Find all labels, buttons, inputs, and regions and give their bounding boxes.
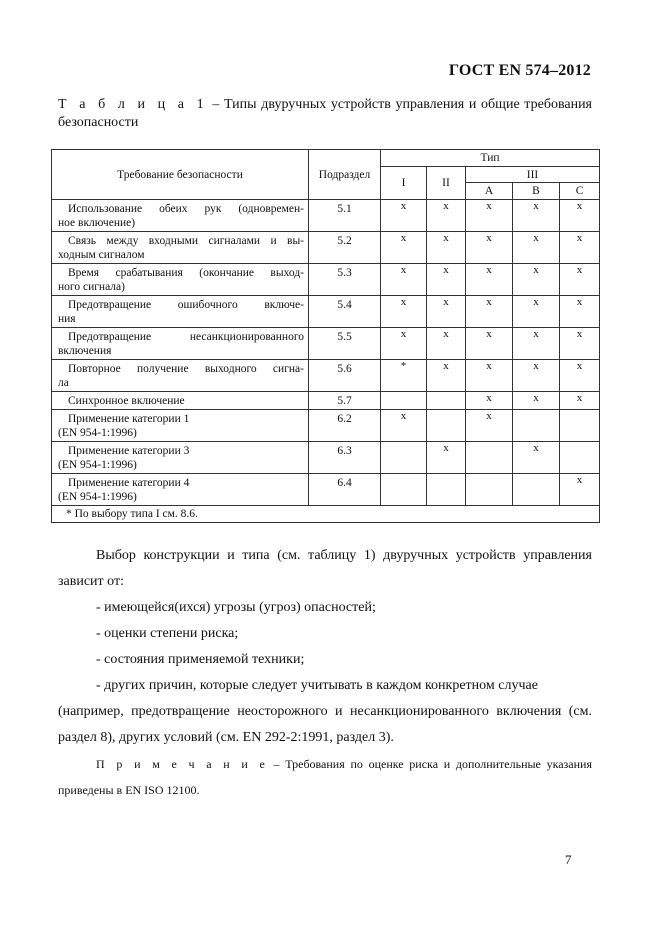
subsection-cell: 6.2 (309, 410, 381, 442)
mark-II: x (427, 200, 466, 232)
mark-II: x (427, 360, 466, 392)
mark-II: x (427, 232, 466, 264)
requirement-cell (52, 264, 309, 296)
mark-II: x (427, 442, 466, 474)
header-requirement: Требование безопасности (52, 150, 309, 200)
requirement-line1: Использование обеих рук (одновремен- (68, 203, 304, 215)
note (58, 751, 592, 803)
mark-I: * (381, 360, 427, 392)
mark-IIIC: x (560, 200, 600, 232)
table-row (52, 360, 600, 392)
header-type-III: III (466, 167, 600, 183)
mark-IIIC (560, 442, 600, 474)
subsection-cell: 5.2 (309, 232, 381, 264)
requirement-line1: Синхронное включение (68, 395, 185, 407)
list-item: - оценки степени риска; (96, 626, 239, 641)
requirement-line1: Предотвращение несанкционированного (68, 331, 304, 343)
mark-I (381, 392, 427, 410)
subsection-cell: 5.5 (309, 328, 381, 360)
mark-IIIB: x (513, 296, 560, 328)
requirement-line2: ла (58, 377, 69, 389)
header-type-II: II (427, 167, 466, 200)
mark-IIIC: x (560, 296, 600, 328)
requirement-line2: (EN 954-1:1996) (58, 491, 137, 503)
mark-IIIA: x (466, 264, 513, 296)
table-caption-label: Т а б л и ц а 1 (58, 97, 208, 112)
mark-IIIB: x (513, 200, 560, 232)
mark-I: x (381, 410, 427, 442)
mark-IIIC: x (560, 474, 600, 506)
mark-IIIB: x (513, 442, 560, 474)
requirement-line2: ного сигнала) (58, 281, 125, 293)
mark-IIIA: x (466, 328, 513, 360)
mark-IIIC: x (560, 360, 600, 392)
mark-IIIB (513, 474, 560, 506)
table-row (52, 328, 600, 360)
mark-IIIB: x (513, 392, 560, 410)
requirement-line2: включения (58, 345, 112, 357)
mark-IIIA (466, 442, 513, 474)
table-row (52, 410, 600, 442)
subsection-cell: 5.3 (309, 264, 381, 296)
mark-IIIA: x (466, 232, 513, 264)
intro-paragraph: Выбор конструкции и типа (см. таблицу 1) двуручных устройств управления зависит от: (58, 548, 592, 589)
requirements-table (51, 149, 600, 523)
mark-I: x (381, 328, 427, 360)
mark-I: x (381, 264, 427, 296)
mark-II: x (427, 296, 466, 328)
requirement-line2: (EN 954-1:1996) (58, 459, 137, 471)
table-footnote: * По выбору типа I см. 8.6. (52, 506, 600, 523)
requirement-cell (52, 360, 309, 392)
requirement-line1: Применение категории 3 (68, 445, 190, 457)
mark-II: x (427, 264, 466, 296)
table-caption (58, 96, 592, 132)
page-number: 7 (565, 852, 572, 867)
table-row (52, 442, 600, 474)
requirement-line1: Применение категории 4 (68, 477, 190, 489)
requirement-cell (52, 392, 309, 410)
list-item-last-continuation: (например, предотвращение неосторожного и несанкционированного включения (см. раздел 8), других условий (см. EN 292-2:1991, раздел 3). (58, 704, 592, 745)
mark-II: x (427, 328, 466, 360)
mark-II (427, 392, 466, 410)
note-text: – Требования по оценке риска и дополнительные указания приведены в EN ISO 12100. (58, 757, 592, 797)
table-row (52, 392, 600, 410)
requirement-cell (52, 442, 309, 474)
mark-IIIC: x (560, 232, 600, 264)
header-subsection: Подраздел (309, 150, 381, 200)
requirement-line2: ходным сигналом (58, 249, 145, 261)
mark-IIIB: x (513, 232, 560, 264)
table-footnote-row (52, 506, 600, 523)
subsection-cell: 5.6 (309, 360, 381, 392)
subsection-cell: 5.4 (309, 296, 381, 328)
list-item: - состояния применяемой техники; (96, 652, 305, 667)
mark-IIIC: x (560, 328, 600, 360)
note-label: П р и м е ч а н и е (96, 757, 268, 771)
mark-IIIA: x (466, 296, 513, 328)
header-type: Тип (381, 150, 600, 167)
mark-IIIB: x (513, 360, 560, 392)
table-caption-text: – Типы двуручных устройств управления и общие требования безопасности (58, 97, 593, 130)
mark-IIIB: x (513, 328, 560, 360)
requirement-line1: Связь между входными сигналами и вы- (68, 235, 304, 247)
header-type-IIIA: A (466, 183, 513, 200)
mark-IIIA: x (466, 360, 513, 392)
mark-IIIA: x (466, 392, 513, 410)
subsection-cell: 6.4 (309, 474, 381, 506)
header-type-IIIB: B (513, 183, 560, 200)
table-row (52, 296, 600, 328)
table-row (52, 264, 600, 296)
requirement-cell (52, 200, 309, 232)
requirement-cell (52, 474, 309, 506)
mark-IIIA (466, 474, 513, 506)
requirement-line1: Повторное получение выходного сигна- (68, 363, 304, 375)
standard-header: ГОСТ EN 574–2012 (448, 62, 591, 79)
mark-IIIC (560, 410, 600, 442)
subsection-cell: 6.3 (309, 442, 381, 474)
requirement-cell (52, 328, 309, 360)
requirement-line2: (EN 954-1:1996) (58, 427, 137, 439)
requirement-cell (52, 410, 309, 442)
mark-IIIA: x (466, 410, 513, 442)
requirement-line2: ное включение) (58, 217, 136, 229)
header-type-IIIC: C (560, 183, 600, 200)
mark-II (427, 410, 466, 442)
mark-IIIA: x (466, 200, 513, 232)
table-row (52, 200, 600, 232)
mark-I: x (381, 232, 427, 264)
list-item-last-start: - других причин, которые следует учитывать в каждом конкретном случае (96, 678, 538, 693)
table-row (52, 232, 600, 264)
mark-II (427, 474, 466, 506)
requirement-line1: Время срабатывания (окончание выход- (68, 267, 304, 279)
mark-IIIC: x (560, 392, 600, 410)
header-type-I: I (381, 167, 427, 200)
requirement-line1: Предотвращение ошибочного включе- (68, 299, 304, 311)
subsection-cell: 5.1 (309, 200, 381, 232)
subsection-cell: 5.7 (309, 392, 381, 410)
mark-I: x (381, 296, 427, 328)
mark-IIIB (513, 410, 560, 442)
requirement-cell (52, 232, 309, 264)
mark-I (381, 442, 427, 474)
table-row (52, 474, 600, 506)
mark-I: x (381, 200, 427, 232)
list-item: - имеющейся(ихся) угрозы (угроз) опасностей; (96, 600, 376, 615)
requirement-line2: ния (58, 313, 76, 325)
requirement-line1: Применение категории 1 (68, 413, 190, 425)
mark-I (381, 474, 427, 506)
requirement-cell (52, 296, 309, 328)
mark-IIIB: x (513, 264, 560, 296)
body-text (58, 543, 592, 803)
mark-IIIC: x (560, 264, 600, 296)
